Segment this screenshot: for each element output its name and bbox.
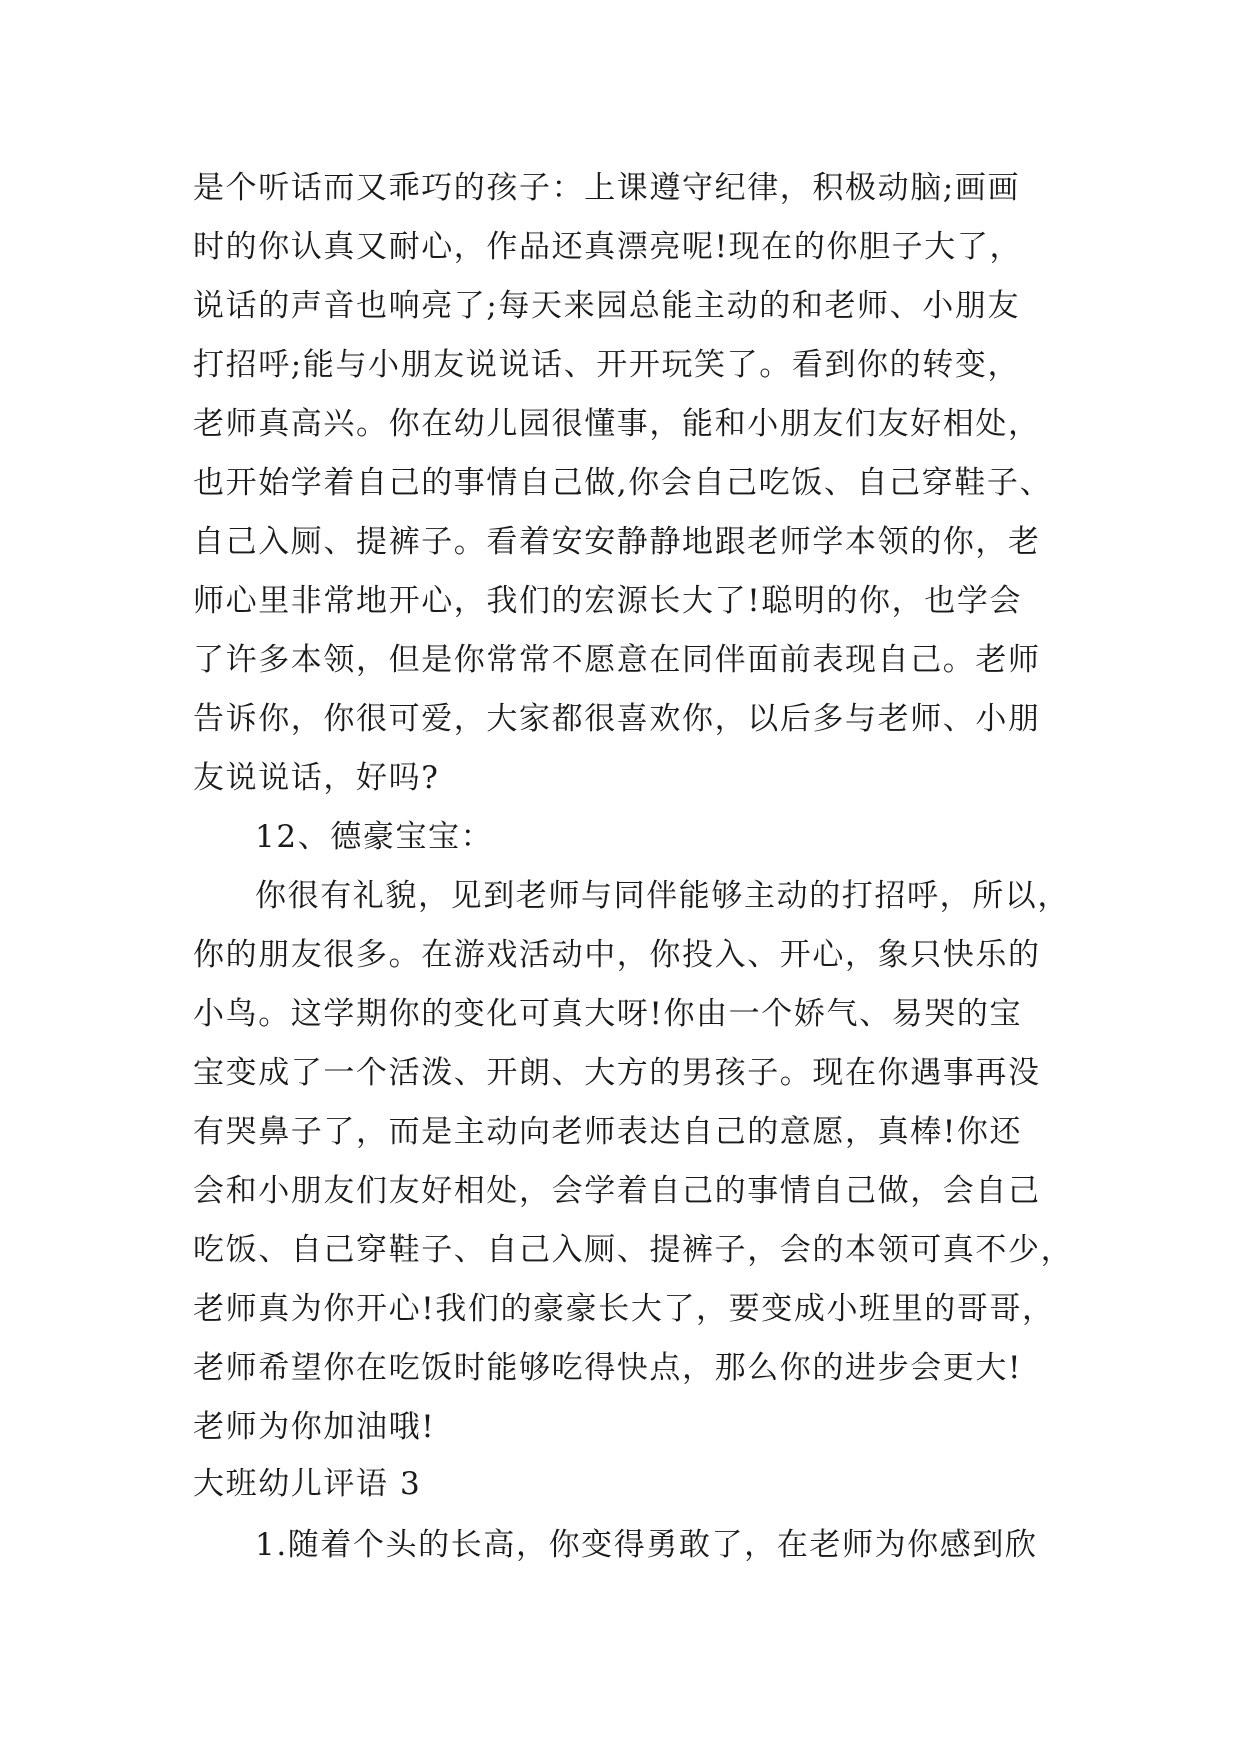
- text-line: 老师希望你在吃饭时能够吃得快点，那么你的进步会更大!: [193, 1350, 1023, 1386]
- text-line: 自己入厕、提裤子。看着安安静静地跟老师学本领的你，老: [193, 524, 1041, 560]
- text-line: 吃饭、自己穿鞋子、自己入厕、提裤子，会的本领可真不少，: [193, 1232, 1074, 1268]
- text-line: 宝变成了一个活泼、开朗、大方的男孩子。现在你遇事再没: [193, 1055, 1041, 1091]
- text-line: 你很有礼貌，见到老师与同伴能够主动的打招呼，所以，: [255, 878, 1070, 914]
- section-heading: 12、德豪宝宝：: [255, 819, 494, 855]
- text-line: 告诉你，你很可爱，大家都很喜欢你，以后多与老师、小朋: [193, 701, 1041, 737]
- text-line: 师心里非常地开心，我们的宏源长大了!聪明的你，也学会: [193, 583, 1023, 619]
- text-line: 也开始学着自己的事情自己做,你会自己吃饭、自己穿鞋子、: [193, 465, 1053, 501]
- text-line: 是个听话而又乖巧的孩子：上课遵守纪律，积极动脑;画画: [193, 170, 1021, 206]
- text-line: 有哭鼻子了，而是主动向老师表达自己的意愿，真棒!你还: [193, 1114, 1023, 1150]
- text-line: 老师为你加油哦!: [193, 1409, 436, 1445]
- text-line: 友说说话，好吗?: [193, 760, 440, 796]
- text-line: 打招呼;能与小朋友说说话、开开玩笑了。看到你的转变，: [193, 347, 1021, 383]
- text-line: 了许多本领，但是你常常不愿意在同伴面前表现自己。老师: [193, 642, 1041, 678]
- text-line: 时的你认真又耐心，作品还真漂亮呢!现在的你胆子大了，: [193, 229, 1023, 265]
- text-line: 老师真为你开心!我们的豪豪长大了，要变成小班里的哥哥，: [193, 1291, 1055, 1327]
- text-line: 你的朋友很多。在游戏活动中，你投入、开心，象只快乐的: [193, 937, 1041, 973]
- text-line: 小鸟。这学期你的变化可真大呀!你由一个娇气、易哭的宝: [193, 996, 1023, 1032]
- section-title: 大班幼儿评语 3: [193, 1466, 422, 1502]
- text-line: 1.随着个头的长高，你变得勇敢了，在老师为你感到欣: [255, 1527, 1038, 1563]
- text-line: 说话的声音也响亮了;每天来园总能主动的和老师、小朋友: [193, 288, 1021, 324]
- text-line: 会和小朋友们友好相处，会学着自己的事情自己做，会自己: [193, 1173, 1041, 1209]
- text-line: 老师真高兴。你在幼儿园很懂事，能和小朋友们友好相处，: [193, 406, 1041, 442]
